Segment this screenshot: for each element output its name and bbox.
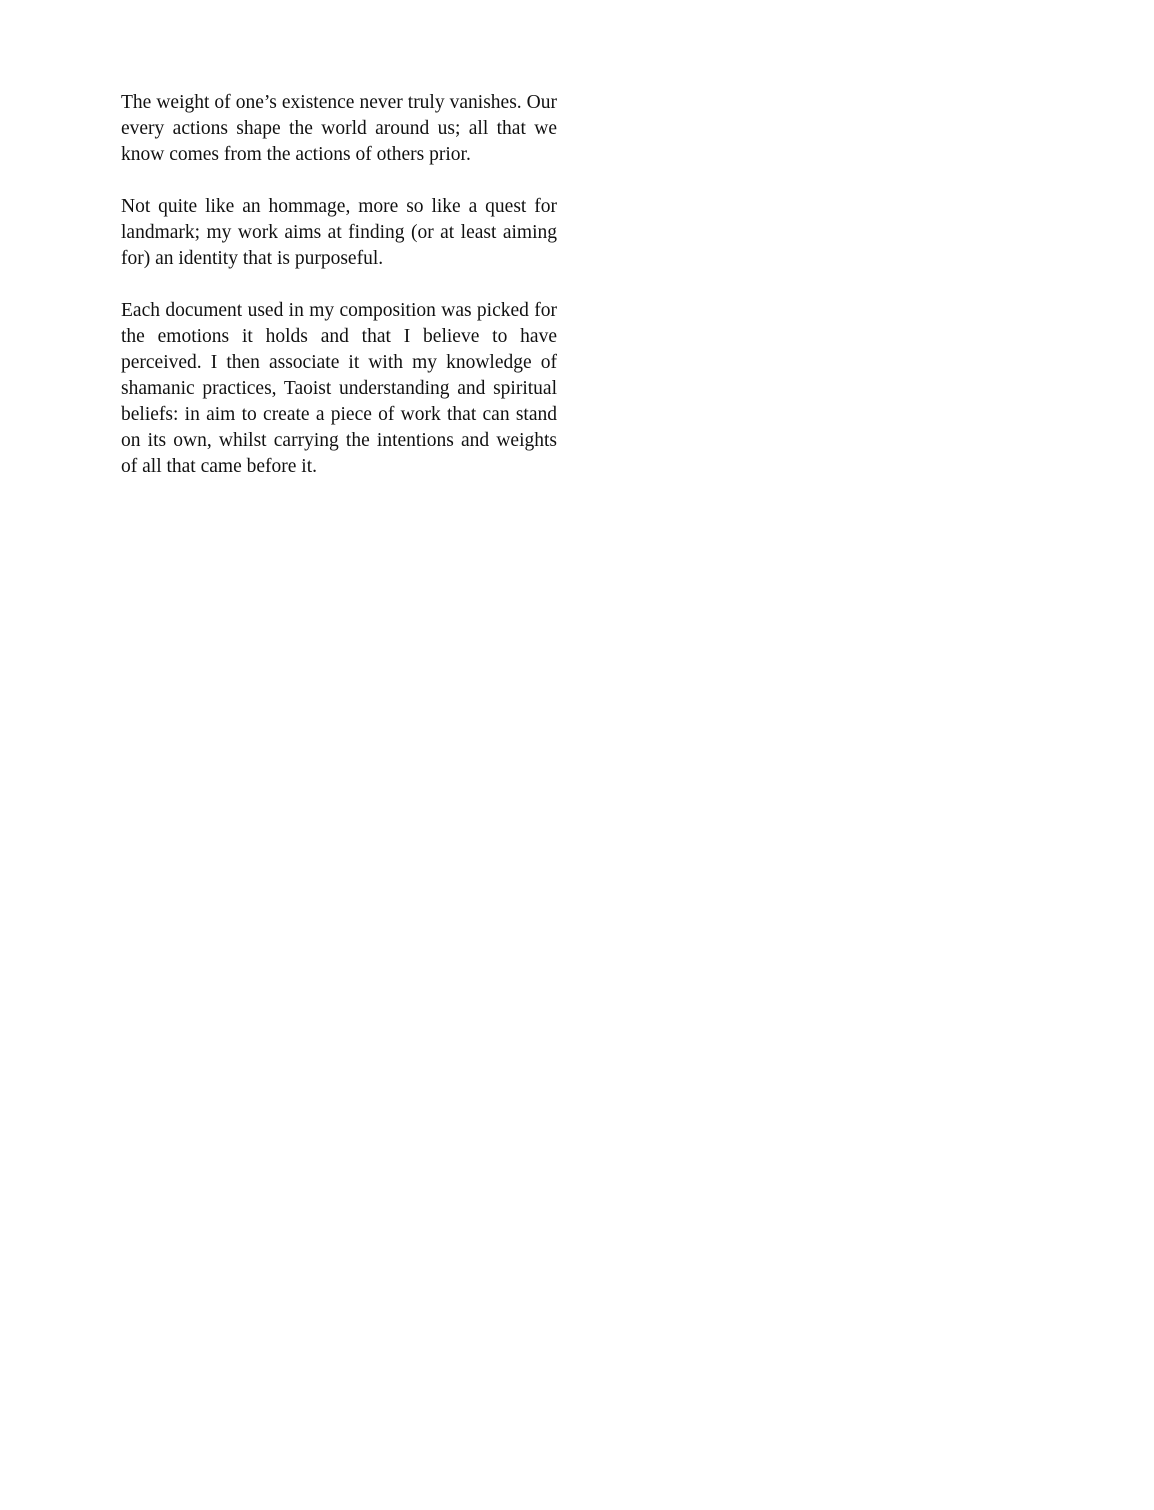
paragraph-composition: Each document used in my composition was picked for the emotions it holds and that I believe to have perceived. I then associate it with my knowledge of shamanic practices, Taoist understanding and spiritual beliefs: in aim to create a piece of work that can stand on its own, whilst carrying the intentions and weights of all that came before it. <box>121 300 557 477</box>
paragraph-landmark: Not quite like an hommage, more so like a quest for landmark; my work aims at finding (or at least aiming for) an identity that is purposeful. <box>121 196 557 269</box>
text-column <box>121 90 557 480</box>
paragraph-existence: The weight of one’s existence never truly vanishes. Our every actions shape the world around us; all that we know comes from the actions of others prior. <box>121 92 557 165</box>
